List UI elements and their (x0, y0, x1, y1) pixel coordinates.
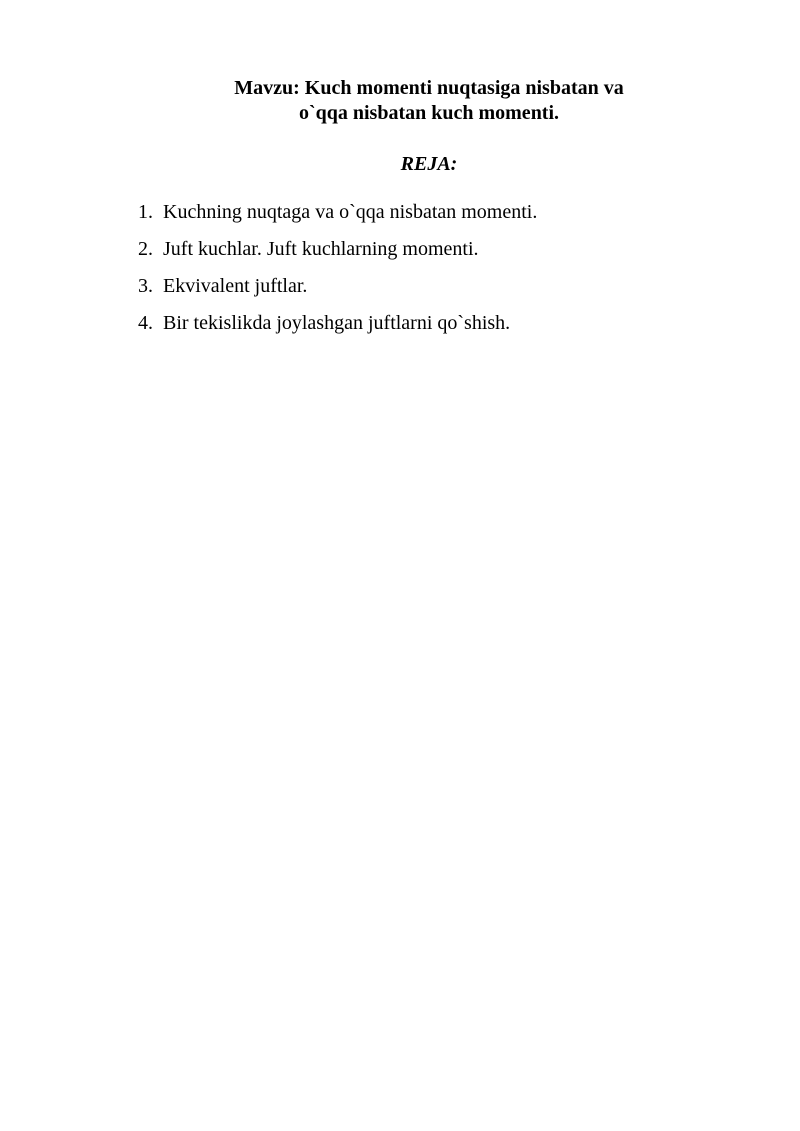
title-line-2: o`qqa nisbatan kuch momenti. (298, 102, 560, 124)
plan-item-text: Kuchning nuqtaga va o`qqa nisbatan momenti. (163, 201, 538, 223)
plan-item-number: 2. (138, 238, 153, 260)
plan-list (138, 201, 537, 349)
plan-item (138, 275, 537, 312)
document-title (0, 76, 800, 126)
title-line-1: Mavzu: Kuch momenti nuqtasiga nisbatan va (234, 77, 624, 99)
plan-item-number: 1. (138, 201, 153, 223)
plan-item (138, 238, 537, 275)
plan-item-text: Juft kuchlar. Juft kuchlarning momenti. (163, 238, 479, 260)
plan-item (138, 312, 537, 349)
plan-item-text: Bir tekislikda joylashgan juftlarni qo`shish. (163, 312, 511, 334)
plan-item-text: Ekvivalent juftlar. (163, 275, 308, 297)
plan-heading: REJA: (400, 153, 458, 175)
plan-item-number: 3. (138, 275, 153, 297)
plan-item (138, 201, 537, 238)
plan-item-number: 4. (138, 312, 153, 334)
